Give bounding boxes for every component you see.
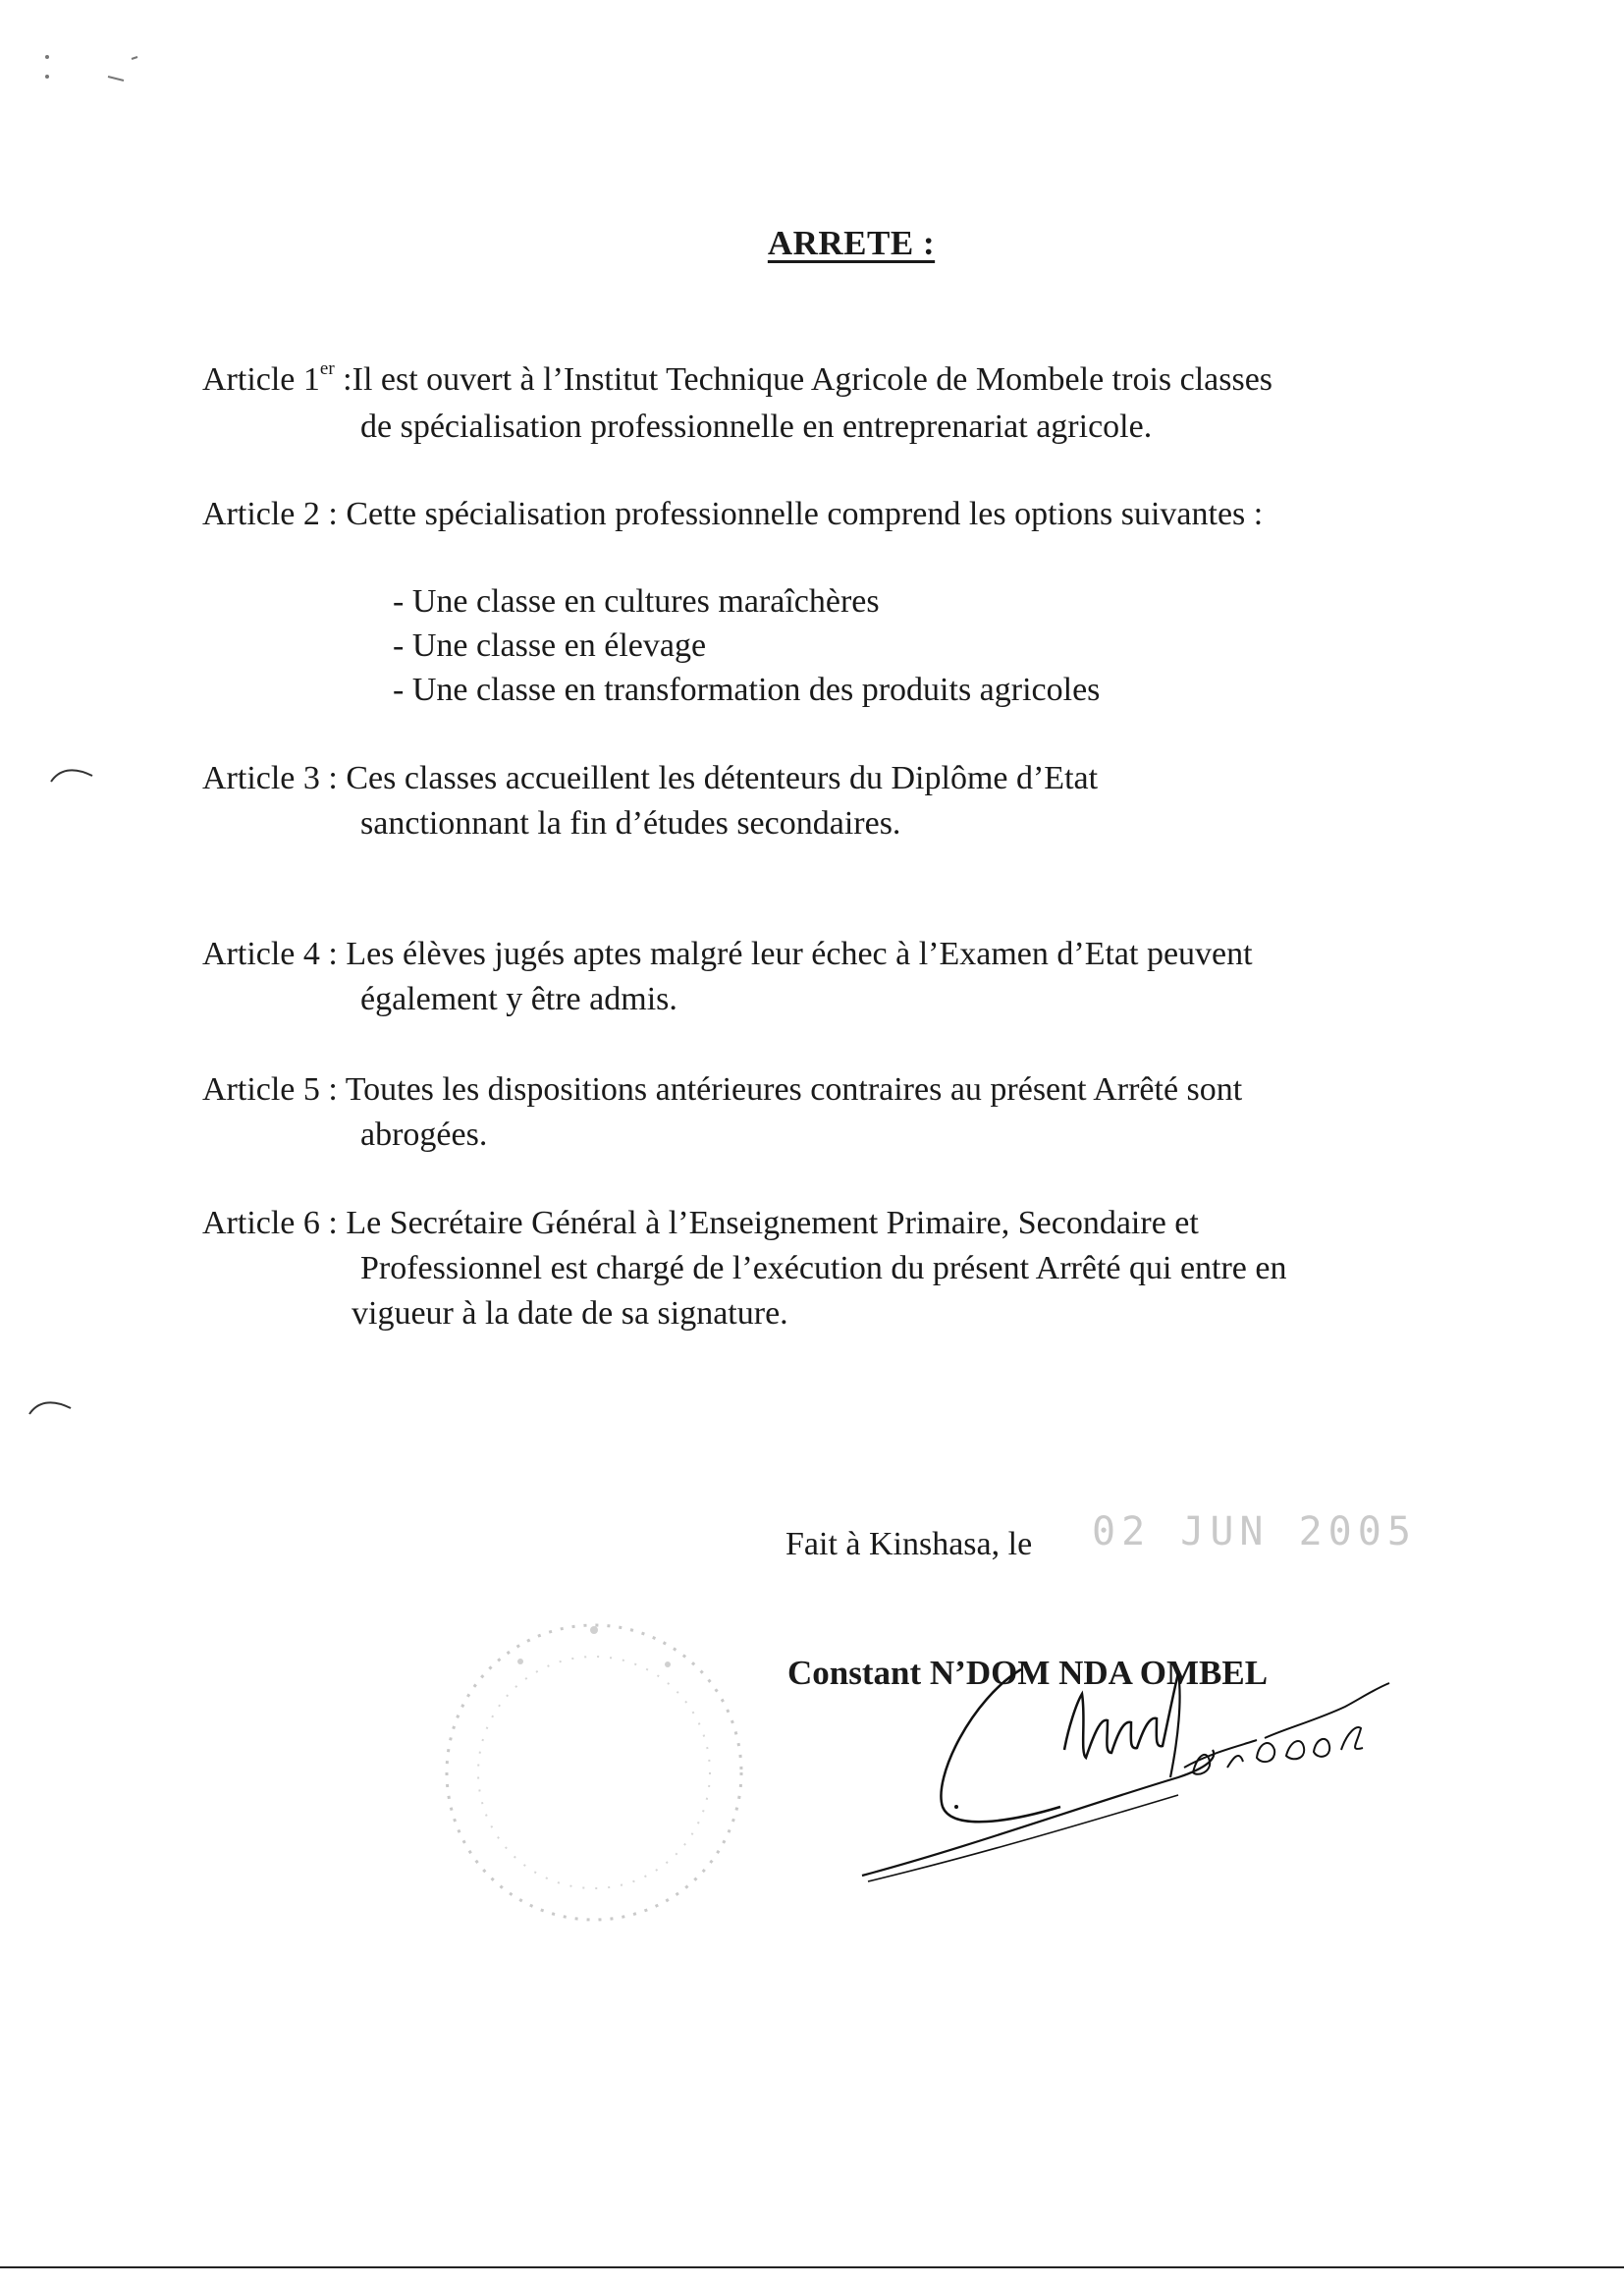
article-6-line-1: [202, 1207, 1199, 1240]
article-4-label: Article 4: [202, 936, 320, 972]
handwritten-signature: [854, 1660, 1404, 1895]
article-4-line-2: également y être admis.: [360, 981, 677, 1017]
article-4-line-1: [202, 938, 1253, 971]
article-6-label: Article 6: [202, 1205, 320, 1241]
article-5-line-1: [202, 1073, 1242, 1107]
scan-mark-icon: [27, 1394, 75, 1418]
article-2-text: : Cette spécialisation professionnelle comprend les options suivantes :: [319, 496, 1264, 532]
signer-name: Constant N’DOM NDA OMBEL: [787, 1654, 1269, 1692]
option-item: - Une classe en élevage: [393, 627, 707, 664]
article-4-text: : Les élèves jugés aptes malgré leur échec à l’Examen d’Etat peuvent: [319, 936, 1253, 972]
article-3-text: : Ces classes accueillent les détenteurs du Diplôme d’Etat: [319, 760, 1099, 796]
article-3-line-1: [202, 762, 1098, 795]
article-5-label: Article 5: [202, 1071, 320, 1108]
article-3-line-2: sanctionnant la fin d’études secondaires.: [360, 805, 901, 842]
article-2-line-1: [202, 498, 1263, 531]
article-1-line-2: de spécialisation professionnelle en entreprenariat agricole.: [360, 408, 1153, 445]
article-3-label: Article 3: [202, 760, 320, 796]
article-1-sup: er: [319, 358, 335, 379]
document-title: ARRETE :: [767, 224, 936, 262]
bottom-rule: [0, 2266, 1624, 2268]
article-5-line-2: abrogées.: [360, 1116, 488, 1153]
option-item: - Une classe en cultures maraîchères: [393, 583, 880, 620]
article-6-line-3: vigueur à la date de sa signature.: [352, 1295, 788, 1332]
date-stamp: 02 JUN 2005: [1092, 1509, 1417, 1554]
article-6-text: : Le Secrétaire Général à l’Enseignement Primaire, Secondaire et: [319, 1205, 1199, 1241]
scan-mark-icon: [39, 49, 157, 88]
place-date-label: Fait à Kinshasa, le: [785, 1526, 1033, 1562]
official-seal-image: [412, 1591, 776, 1954]
article-1-line-1: [202, 358, 1273, 398]
scan-mark-icon: [49, 762, 96, 786]
article-1-label: Article 1: [202, 361, 320, 398]
article-1-text: :Il est ouvert à l’Institut Technique Agricole de Mombele trois classes: [334, 361, 1273, 398]
article-5-text: : Toutes les dispositions antérieures contraires au présent Arrêté sont: [319, 1071, 1243, 1108]
article-6-line-2: Professionnel est chargé de l’exécution du présent Arrêté qui entre en: [360, 1250, 1287, 1286]
option-item: - Une classe en transformation des produits agricoles: [393, 672, 1101, 708]
article-2-label: Article 2: [202, 496, 320, 532]
